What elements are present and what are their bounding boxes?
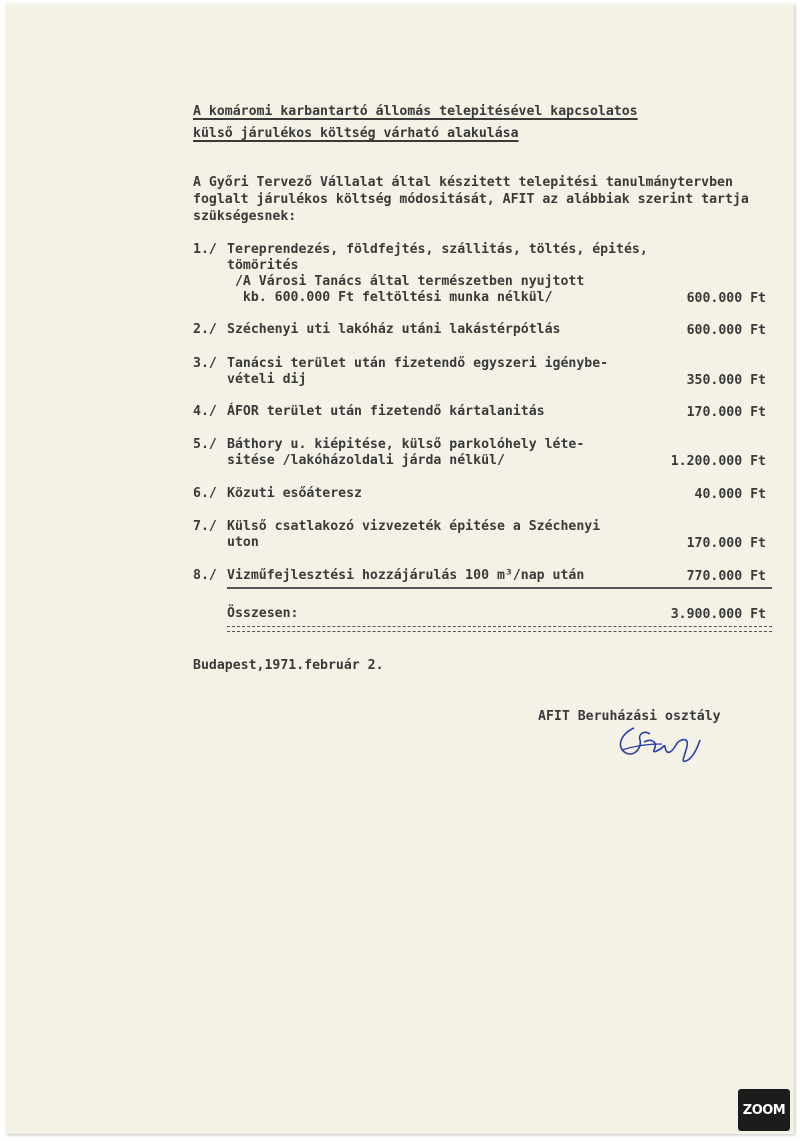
item-text: vételi dij [227, 372, 307, 387]
total-double-rule [227, 626, 772, 632]
intro-line-2: foglalt járulékos költség módositását, AFIT az alábbiak szerint tartja [193, 192, 749, 207]
item-text: uton [227, 535, 259, 550]
item-amount: 350.000 Ft [686, 373, 766, 388]
item-number: 3./ [193, 356, 217, 371]
item-text: Tereprendezés, földfejtés, szállitás, töltés, épités, [227, 242, 648, 257]
item-amount: 600.000 Ft [686, 291, 766, 306]
item-text: Közuti esőáteresz [227, 486, 362, 501]
item-text: /A Városi Tanács által természetben nyujtott [227, 274, 585, 289]
item-number: 2./ [193, 322, 217, 337]
item-amount: 770.000 Ft [686, 569, 766, 584]
item-text: tömörités [227, 258, 299, 273]
item-amount: 1.200.000 Ft [670, 454, 766, 469]
item-text: Vizműfejlesztési hozzájárulás 100 m³/nap után [227, 568, 585, 583]
department-signature-line: AFIT Beruházási osztály [538, 709, 721, 724]
item-text: ÁFOR terület után fizetendő kártalanitás [227, 404, 545, 419]
intro-line-1: A Győri Tervező Vállalat által készitett telepitési tanulmánytervben [193, 175, 733, 190]
item-number: 7./ [193, 519, 217, 534]
document-page [6, 4, 794, 1134]
total-label: Összesen: [227, 606, 299, 621]
item-amount: 40.000 Ft [694, 487, 766, 502]
intro-line-3: szükségesnek: [193, 209, 297, 224]
sum-rule [227, 587, 772, 589]
document-date: Budapest,1971.február 2. [193, 658, 384, 673]
title-line-1: A komáromi karbantartó állomás telepitésével kapcsolatos [193, 104, 638, 119]
zoom-logo-text: ZOOM [742, 1102, 786, 1118]
item-number: 1./ [193, 242, 217, 257]
item-number: 6./ [193, 486, 217, 501]
item-number: 4./ [193, 404, 217, 419]
item-text: Báthory u. kiépitése, külső parkolóhely léte- [227, 437, 585, 452]
item-amount: 170.000 Ft [686, 536, 766, 551]
item-text: sitése /lakóházoldali járda nélkül/ [227, 453, 505, 468]
handwritten-signature [614, 720, 704, 772]
item-number: 5./ [193, 437, 217, 452]
item-amount: 170.000 Ft [686, 405, 766, 420]
zoom-logo [738, 1089, 790, 1131]
title-line-2: külső járulékos költség várható alakulása [193, 126, 519, 141]
item-text: kb. 600.000 Ft feltöltési munka nélkül/ [227, 290, 553, 305]
item-text: Széchenyi uti lakóház utáni lakástérpótlás [227, 322, 561, 337]
total-amount: 3.900.000 Ft [670, 607, 766, 622]
item-text: Tanácsi terület után fizetendő egyszeri igénybe- [227, 356, 609, 371]
item-amount: 600.000 Ft [686, 323, 766, 338]
item-text: Külső csatlakozó vizvezeték épitése a Széchenyi [227, 519, 601, 534]
item-number: 8./ [193, 568, 217, 583]
